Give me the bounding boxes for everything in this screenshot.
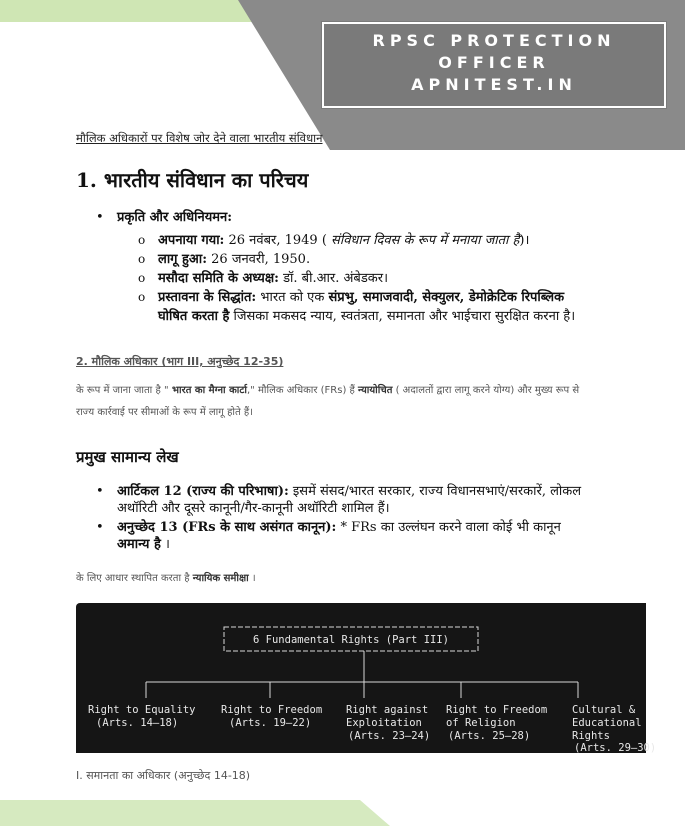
item-text: इसमें संसद/भारत सरकार, राज्य विधानसभाएं/सरकारें, लोकल अथॉरिटी और दूसरे कानूनी/गैर-कानूनी अथॉरिटी शामिल हैं। [117, 484, 582, 516]
section3-list [96, 483, 596, 555]
list-item [96, 250, 596, 269]
child-label: Right to Equality [88, 704, 196, 716]
child-label: Rights [572, 730, 610, 742]
child-label: (Arts. 29–30) [574, 742, 657, 754]
para-bold: न्यायोचित [358, 385, 393, 396]
child-node [572, 704, 656, 754]
child-label: of Religion [446, 717, 516, 729]
item-label: अनुच्छेद 13 (FRs के साथ असंगत कानून): [117, 520, 337, 535]
item-bold: संप्रभु, समाजवादी, सेक्युलर, डेमोक्रेटिक रिपब्लिक घोषित करता है [158, 290, 565, 324]
child-label: Exploitation [346, 717, 422, 729]
child-label: Right to Freedom [221, 704, 323, 716]
list-item [96, 269, 596, 288]
circle-bullet-icon: o [138, 271, 146, 285]
child-label: Right against [346, 704, 429, 716]
item-label: प्रस्तावना के सिद्धांत: [158, 290, 257, 305]
item-bold: अमान्य है [117, 537, 161, 552]
para-bold: न्यायिक समीक्षा [192, 573, 249, 584]
item-text: डॉ. बी.आर. अंबेडकर। [278, 271, 389, 286]
child-node [446, 704, 547, 742]
para-bold: भारत का मैग्ना कार्टा [168, 385, 247, 396]
item-tail: जिसका मकसद न्याय, स्वतंत्रता, समानता और भाईचारा सुरक्षित करना है। [229, 309, 576, 324]
item-text: * FRs का उल्लंघन करने वाला कोई भी कानून [336, 520, 561, 535]
section3-paragraph [76, 568, 596, 590]
bullet-icon: • [96, 520, 104, 535]
item-text: 26 जनवरी, 1950. [207, 252, 311, 267]
para-text: ( अदालतों द्वारा लागू करने योग्य) और मुख्य रूप से राज्य कार्रवाई पर सीमाओं के रूप में लागू होते हैं। [76, 385, 580, 418]
item-tail: । [160, 537, 170, 552]
root-label: 6 Fundamental Rights (Part III) [253, 634, 449, 646]
item-label: लागू हुआ: [158, 252, 208, 267]
fundamental-rights-diagram [76, 603, 657, 754]
document-subtitle: मौलिक अधिकारों पर विशेष जोर देने वाला भारतीय संविधान [76, 131, 323, 145]
bullet-label: प्रकृति और अधिनियमन: [117, 210, 233, 225]
next-section-caption: I. समानता का अधिकार (अनुच्छेद 14-18) [76, 769, 251, 782]
list-item [96, 288, 596, 326]
section1-list [96, 208, 596, 326]
list-item [96, 483, 596, 517]
section3-title: प्रमुख सामान्य लेख [76, 448, 179, 466]
item-text: भारत को एक [256, 290, 329, 305]
header-line-1: RPSC PROTECTION [372, 31, 616, 50]
item-text: 26 नवंबर, 1949 ( [224, 233, 332, 248]
header-line-3: APNITEST.IN [411, 75, 577, 94]
child-node [221, 704, 322, 729]
child-label: (Arts. 14–18) [96, 717, 179, 729]
child-node [346, 704, 430, 742]
item-label: अपनाया गया: [158, 233, 225, 248]
bullet-icon: • [96, 210, 104, 225]
header-line-2: OFFICER [438, 53, 550, 72]
para-text: । [248, 573, 256, 584]
child-node [88, 704, 195, 729]
child-label: Cultural & [572, 704, 636, 716]
list-item [96, 519, 596, 553]
header-banner [322, 22, 666, 108]
child-label: (Arts. 23–24) [348, 730, 431, 742]
circle-bullet-icon: o [138, 233, 146, 247]
item-italic: संविधान दिवस के रूप में मनाया जाता है [331, 233, 520, 248]
para-text: ," मौलिक अधिकार (FRs) हैं [246, 385, 359, 396]
item-label: आर्टिकल 12 (राज्य की परिभाषा): [117, 484, 289, 499]
section2-paragraph [76, 380, 596, 424]
list-item [96, 208, 596, 227]
para-text: के लिए आधार स्थापित करता है [76, 573, 193, 584]
section1-title: 1. भारतीय संविधान का परिचय [76, 168, 309, 192]
child-label: (Arts. 19–22) [229, 717, 312, 729]
child-label: Educational [572, 717, 642, 729]
item-label: मसौदा समिति के अध्यक्ष: [158, 271, 279, 286]
child-label: Right to Freedom [446, 704, 548, 716]
section2-title: 2. मौलिक अधिकार (भाग III, अनुच्छेद 12-35) [76, 355, 284, 368]
item-tail: )। [519, 233, 530, 248]
para-text: के रूप में जाना जाता है " [76, 385, 169, 396]
child-label: (Arts. 25–28) [448, 730, 531, 742]
list-item [96, 231, 596, 250]
bullet-icon: • [96, 484, 104, 499]
circle-bullet-icon: o [138, 252, 146, 266]
circle-bullet-icon: o [138, 290, 146, 304]
